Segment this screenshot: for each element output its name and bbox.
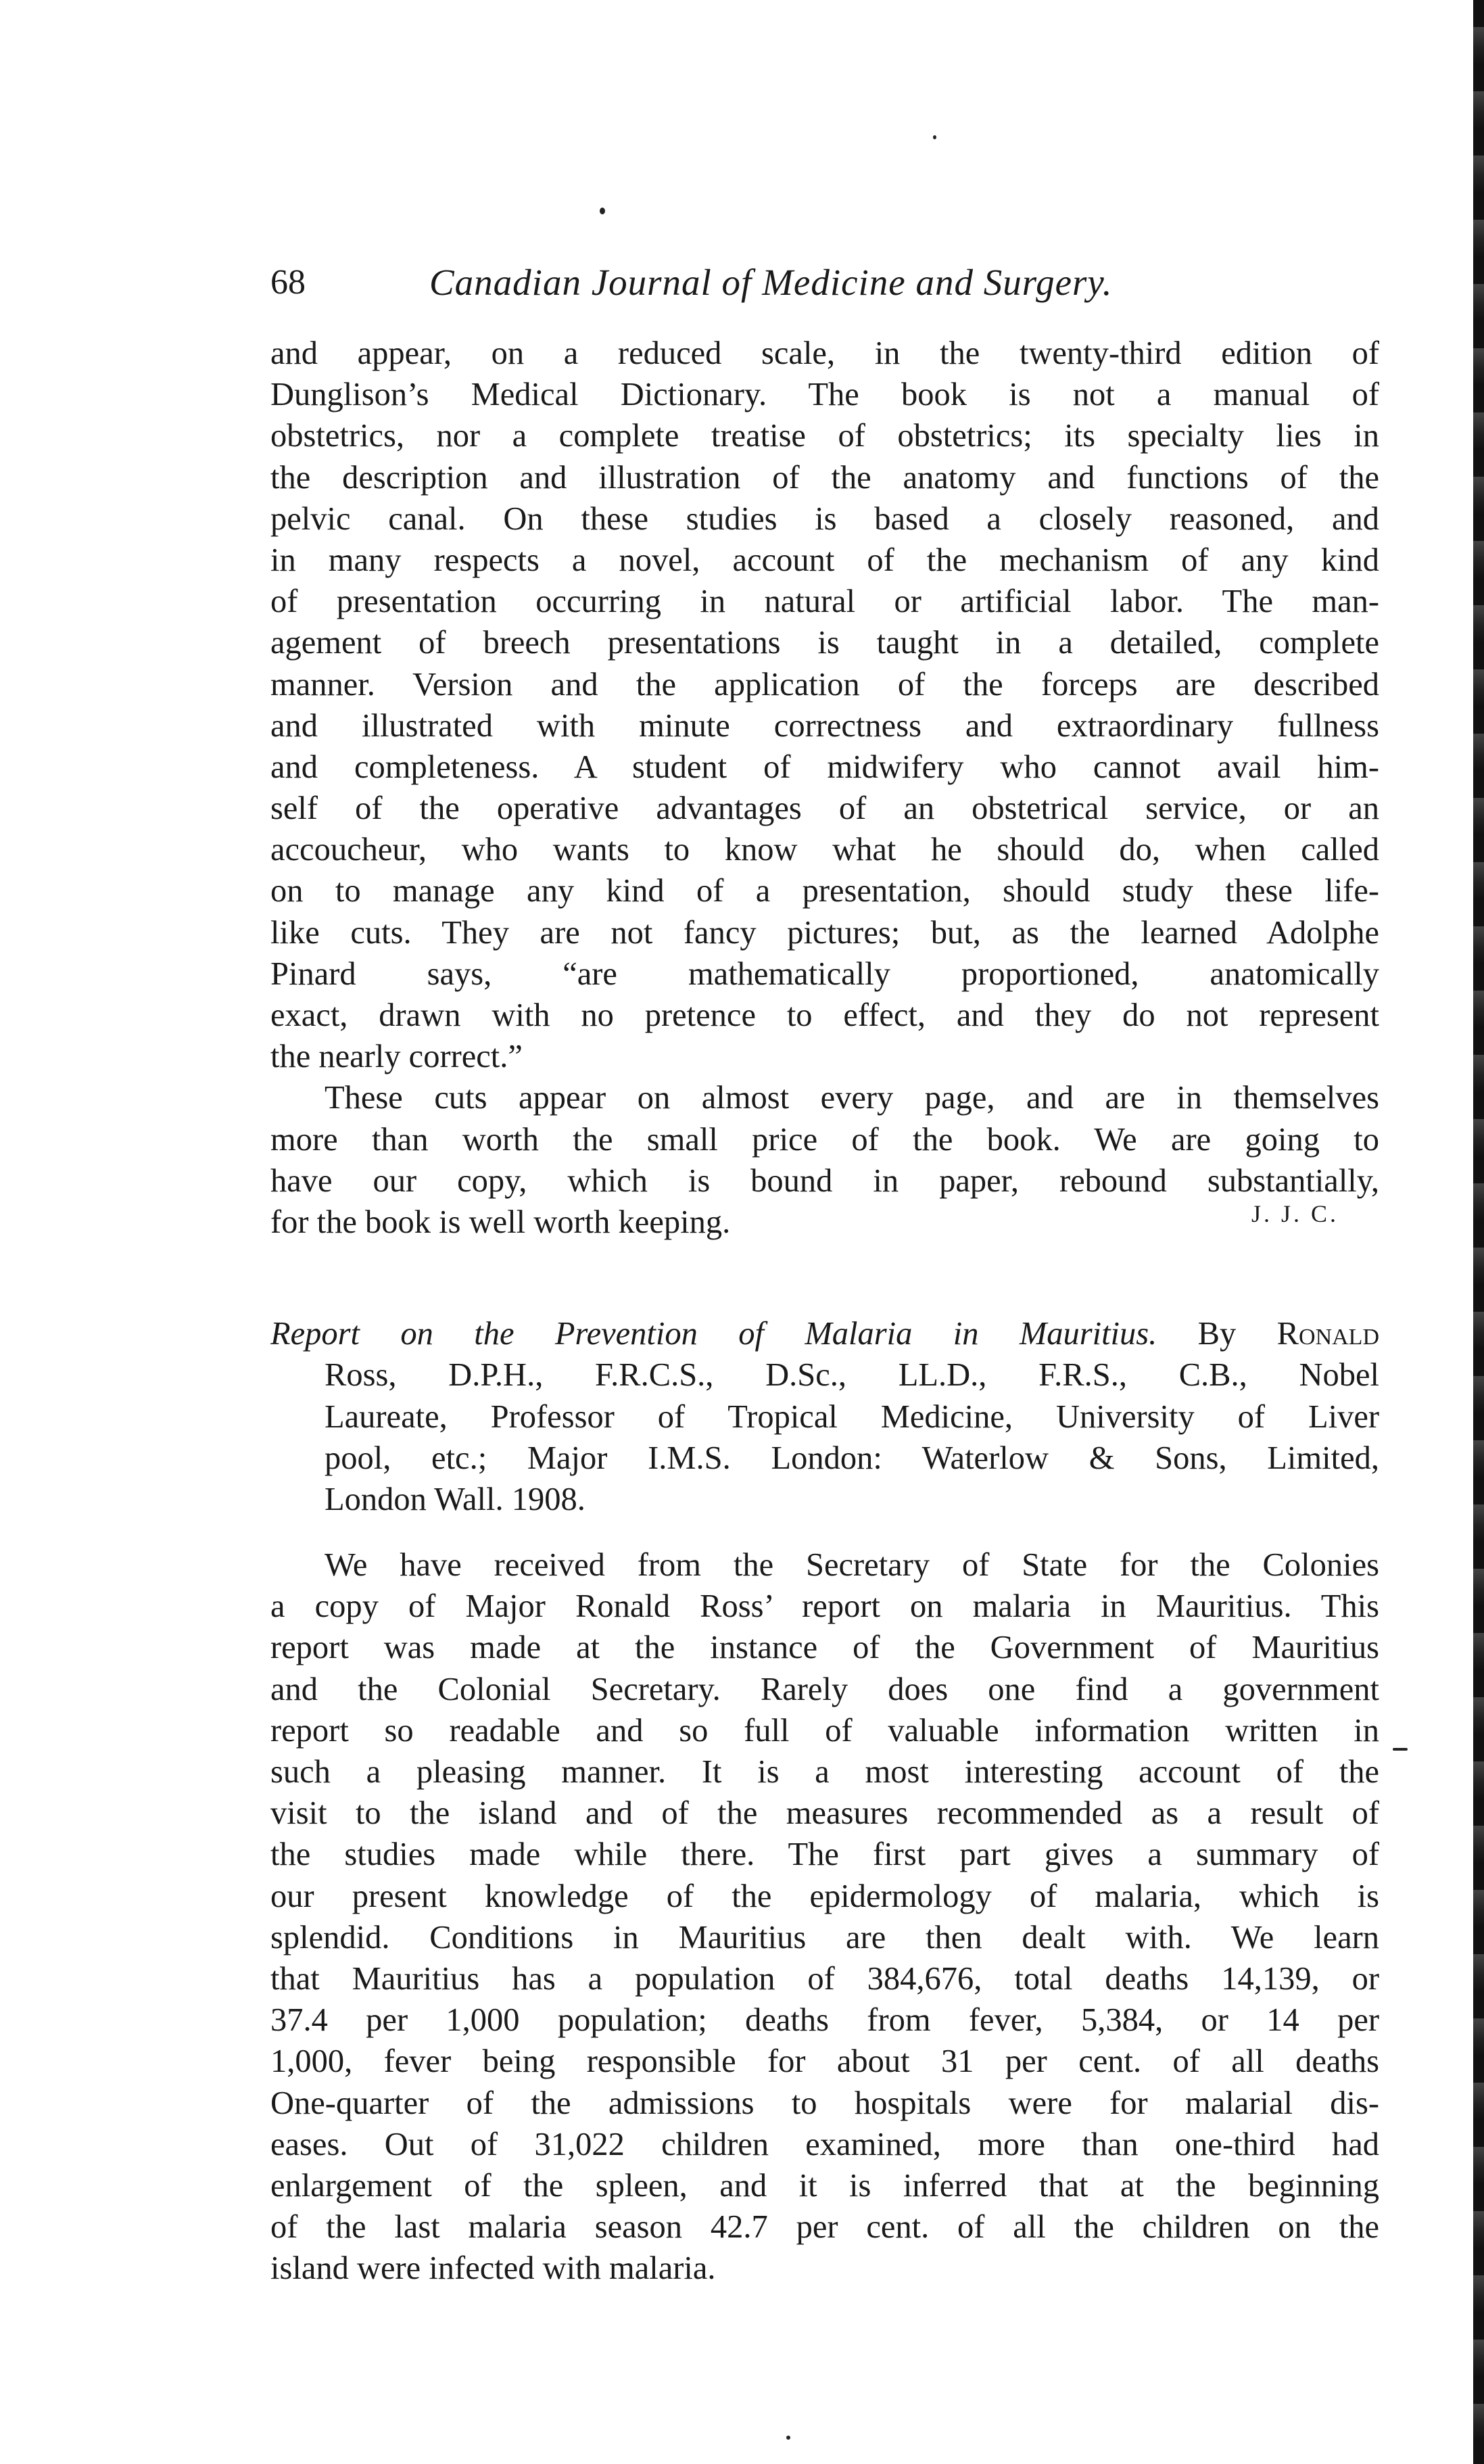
- text-line: pelvic canal. On these studies is based a closely reasoned, and: [270, 500, 1379, 537]
- review-body: [270, 1544, 1379, 2289]
- text-line: the description and illustration of the anatomy and functions of the: [270, 459, 1379, 496]
- text-line: in many respects a novel, account of the mechanism of any kind: [270, 542, 1379, 578]
- text-line: agement of breech presentations is taught in a detailed, complete: [270, 625, 1379, 661]
- text-line: report was made at the instance of the Government of Mauritius: [270, 1630, 1379, 1666]
- text-line: report so readable and so full of valuable information written in: [270, 1712, 1379, 1749]
- text-line: Dunglison’s Medical Dictionary. The book is not a manual of: [270, 377, 1379, 413]
- ink-speck: [1393, 1748, 1408, 1751]
- text-line: the studies made while there. The first part gives a summary of: [270, 1837, 1379, 1873]
- text-line: exact, drawn with no pretence to effect, and they do not represent: [270, 997, 1379, 1033]
- text-line: Ross, D.P.H., F.R.C.S., D.Sc., LL.D., F.R.S., C.B., Nobel: [325, 1357, 1379, 1394]
- ink-speck: [786, 2436, 790, 2440]
- text-line: eases. Out of 31,022 children examined, more than one-third had: [270, 2126, 1379, 2162]
- binding-edge: [1473, 0, 1484, 2464]
- text-line: Laureate, Professor of Tropical Medicine, University of Liver: [325, 1398, 1379, 1435]
- signature: J. J. C.: [1251, 1200, 1339, 1227]
- text-line: We have received from the Secretary of State for the Colonies: [325, 1547, 1379, 1584]
- text-line: island were infected with malaria.: [270, 2250, 716, 2287]
- text-line: more than worth the small price of the book. We are going to: [270, 1121, 1379, 1158]
- text-line: that Mauritius has a population of 384,676, total deaths 14,139, or: [270, 1960, 1379, 1997]
- text-line: self of the operative advantages of an obstetrical service, or an: [270, 790, 1379, 827]
- text-line: on to manage any kind of a presentation, should study these life-: [270, 873, 1379, 909]
- text-line: a copy of Major Ronald Ross’ report on malaria in Mauritius. This: [270, 1588, 1379, 1625]
- running-title: Canadian Journal of Medicine and Surgery.: [429, 262, 1113, 303]
- text-line: enlargement of the spleen, and it is inferred that at the beginning: [270, 2167, 1379, 2204]
- text-line: manner. Version and the application of the forceps are described: [270, 666, 1379, 703]
- text-line: pool, etc.; Major I.M.S. London: Waterlow & Sons, Limited,: [325, 1440, 1379, 1476]
- text-line: 37.4 per 1,000 population; deaths from fever, 5,384, or 14 per: [270, 2002, 1379, 2039]
- text-line: and the Colonial Secretary. Rarely does one find a government: [270, 1671, 1379, 1707]
- review-heading: [270, 1313, 1379, 1520]
- review-title-line: [270, 1313, 1379, 1354]
- closing-paragraph: [270, 1077, 1379, 1243]
- text-line: the nearly correct.”: [270, 1039, 523, 1075]
- text-line: 1,000, fever being responsible for about 31 per cent. of all deaths: [270, 2043, 1379, 2080]
- text-line: These cuts appear on almost every page, and are in themselves: [325, 1080, 1379, 1116]
- text-line: and completeness. A student of midwifery who cannot avail him-: [270, 749, 1379, 785]
- text-line: our present knowledge of the epidermology of malaria, which is: [270, 1878, 1379, 1914]
- text-line: visit to the island and of the measures recommended as a result of: [270, 1795, 1379, 1832]
- text-line: have our copy, which is bound in paper, rebound substantially,: [270, 1162, 1379, 1199]
- text-line: of presentation occurring in natural or artificial labor. The man-: [270, 584, 1379, 620]
- review-by: By: [1197, 1316, 1237, 1352]
- text-line: like cuts. They are not fancy pictures; but, as the learned Adolphe: [270, 914, 1379, 951]
- text-line: London Wall. 1908.: [325, 1481, 585, 1517]
- text-line: Pinard says, “are mathematically proportioned, anatomically: [270, 955, 1379, 992]
- text-line: and appear, on a reduced scale, in the twenty-third edition of: [270, 335, 1379, 371]
- text-line: obstetrics, nor a complete treatise of obstetrics; its specialty lies in: [270, 418, 1379, 454]
- review-title: Report on the Prevention of Malaria in Mauritius.: [270, 1316, 1157, 1352]
- section-book-review-end: [270, 333, 1379, 1077]
- article-body: [270, 333, 1379, 2289]
- review-author: Ronald: [1276, 1316, 1379, 1352]
- page-number: 68: [270, 263, 306, 302]
- text-line: One-quarter of the admissions to hospitals were for malarial dis-: [270, 2085, 1379, 2121]
- page-header: [270, 259, 1386, 306]
- text-line: accoucheur, who wants to know what he should do, when called: [270, 832, 1379, 868]
- text-line: such a pleasing manner. It is a most interesting account of the: [270, 1754, 1379, 1790]
- text-line: for the book is well worth keeping.: [270, 1204, 731, 1240]
- text-line: splendid. Conditions in Mauritius are then dealt with. We learn: [270, 1919, 1379, 1956]
- ink-speck: [933, 135, 936, 139]
- text-line: of the last malaria season 42.7 per cent. of all the children on the: [270, 2209, 1379, 2246]
- ink-speck: [600, 208, 605, 214]
- text-line: and illustrated with minute correctness and extraordinary fullness: [270, 707, 1379, 744]
